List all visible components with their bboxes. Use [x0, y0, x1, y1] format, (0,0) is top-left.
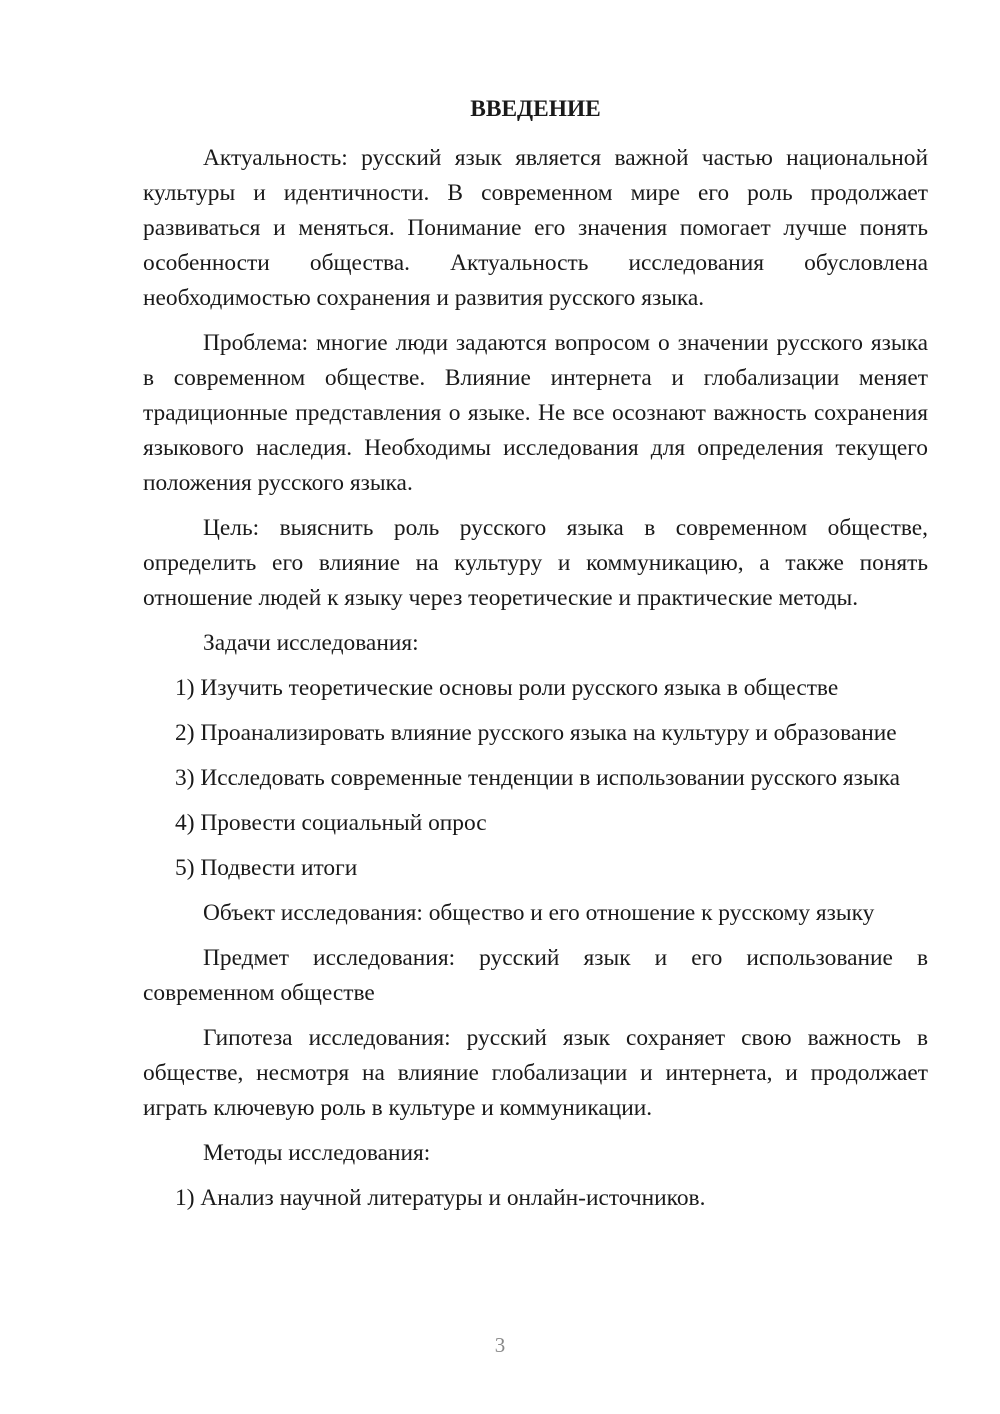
page-title: ВВЕДЕНИЕ	[470, 96, 601, 122]
page-content	[143, 92, 928, 1226]
tasks-heading: Задачи исследования:	[203, 630, 419, 656]
page-number: 3	[494, 1333, 506, 1357]
object-paragraph: Объект исследования: общество и его отношение к русскому языку	[203, 900, 875, 926]
subject-paragraph: Предмет исследования: русский язык и его использование в современном обществе	[143, 945, 928, 1006]
goal-paragraph: Цель: выяснить роль русского языка в современном обществе, определить его влияние на культуру и коммуникацию, а также понять отношение людей к языку через теоретические и практические методы.	[143, 515, 928, 611]
task-item: 3) Исследовать современные тенденции в использовании русского языка	[175, 765, 900, 791]
task-item: 4) Провести социальный опрос	[175, 810, 487, 836]
hypothesis-paragraph: Гипотеза исследования: русский язык сохраняет свою важность в обществе, несмотря на влияние глобализации и интернета, и продолжает играть ключевую роль в культуре и коммуникации.	[143, 1025, 928, 1121]
method-item: 1) Анализ научной литературы и онлайн-источников.	[175, 1185, 706, 1211]
problem-paragraph: Проблема: многие люди задаются вопросом о значении русского языка в современном обществе. Влияние интернета и глобализации меняет традиционные представления о языке. Не все осознают важность сохранения языкового наследия. Необходимы исследования для определения текущего положения русского языка.	[143, 330, 928, 496]
relevance-paragraph: Актуальность: русский язык является важной частью национальной культуры и идентичности. В современном мире его роль продолжает развиваться и меняться. Понимание его значения помогает лучше понять особенности общества. Актуальность исследования обусловлена необходимостью сохранения и развития русского языка.	[143, 145, 928, 311]
task-item: 2) Проанализировать влияние русского языка на культуру и образование	[175, 720, 897, 746]
task-item: 1) Изучить теоретические основы роли русского языка в обществе	[175, 675, 839, 701]
methods-heading: Методы исследования:	[203, 1140, 431, 1166]
task-item: 5) Подвести итоги	[175, 855, 358, 881]
